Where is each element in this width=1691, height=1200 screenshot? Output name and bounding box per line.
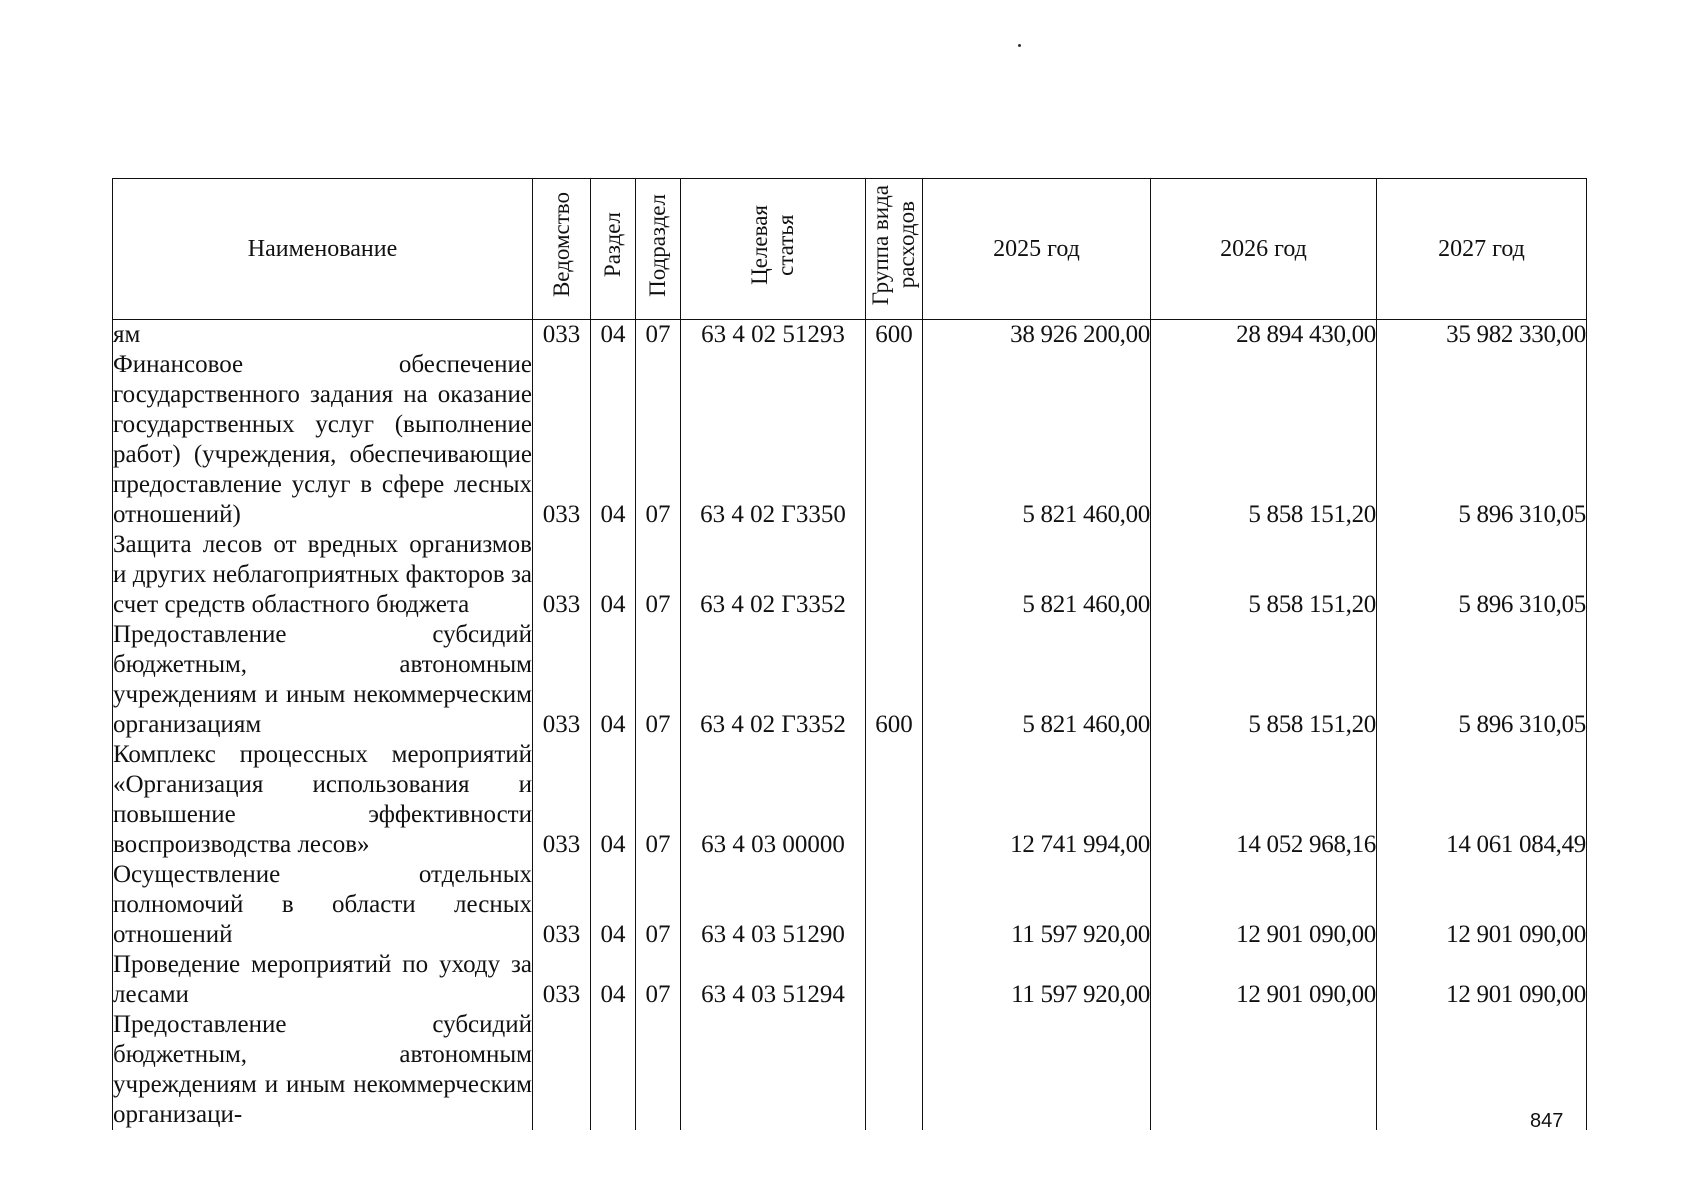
row-name: Защита лесов от вредных организмов и других неблагоприятных факторов за счет средств областного бюджета [113,531,532,618]
row-podrazdel: 07 [636,350,681,530]
row-2026: 5 858 151,20 [1151,350,1377,530]
row-razdel: 04 [591,530,636,620]
header-name: Наименование [113,179,533,320]
row-2026: 5 858 151,20 [1151,620,1377,740]
row-2027: 12 901 090,00 [1377,950,1587,1010]
table-row [113,1010,1587,1130]
row-gruppa [866,350,923,530]
scan-speck [1018,44,1021,47]
row-name: Предоставление субсидий бюджетным, автономным учреждениям и иным некоммерческим организациям [113,621,532,738]
row-vedomstvo: 033 [533,740,591,860]
table-row [113,320,1587,351]
row-celevaya-statya: 63 4 02 Г3352 [681,530,866,620]
row-2027: 5 896 310,05 [1377,350,1587,530]
row-vedomstvo: 033 [533,320,591,351]
header-razdel: Раздел [591,179,636,320]
row-2025 [923,1010,1151,1130]
row-vedomstvo: 033 [533,950,591,1010]
row-name: ям [113,320,533,351]
row-2026: 12 901 090,00 [1151,950,1377,1010]
row-name: Осуществление отдельных полномочий в области лесных отношений [113,861,532,948]
row-razdel: 04 [591,740,636,860]
row-celevaya-statya: 63 4 02 Г3350 [681,350,866,530]
header-2026: 2026 год [1151,179,1377,320]
row-celevaya-statya: 63 4 03 00000 [681,740,866,860]
header-podrazdel: Подраздел [636,179,681,320]
row-celevaya-statya: 63 4 02 Г3352 [681,620,866,740]
table-row [113,350,1587,530]
row-2026: 5 858 151,20 [1151,530,1377,620]
row-gruppa [866,860,923,950]
table-row [113,740,1587,860]
budget-table [112,178,1587,1130]
row-razdel: 04 [591,620,636,740]
row-vedomstvo: 033 [533,620,591,740]
row-vedomstvo [533,1010,591,1130]
page-number: 847 [1530,1110,1564,1132]
row-vedomstvo: 033 [533,530,591,620]
row-razdel: 04 [591,860,636,950]
table-row [113,620,1587,740]
row-2026: 14 052 968,16 [1151,740,1377,860]
row-podrazdel: 07 [636,950,681,1010]
row-2027: 5 896 310,05 [1377,620,1587,740]
row-razdel: 04 [591,950,636,1010]
row-2025: 38 926 200,00 [923,320,1151,351]
row-podrazdel: 07 [636,530,681,620]
row-2025: 5 821 460,00 [923,530,1151,620]
row-razdel: 04 [591,350,636,530]
row-2025: 11 597 920,00 [923,950,1151,1010]
row-2025: 12 741 994,00 [923,740,1151,860]
header-2027: 2027 год [1377,179,1587,320]
row-podrazdel: 07 [636,320,681,351]
row-name: Проведение мероприятий по уходу за лесами [113,951,532,1008]
row-2026: 12 901 090,00 [1151,860,1377,950]
row-2026: 28 894 430,00 [1151,320,1377,351]
table-row [113,950,1587,1010]
row-2026 [1151,1010,1377,1130]
row-podrazdel: 07 [636,740,681,860]
table-header-row [113,179,1587,320]
row-2025: 5 821 460,00 [923,620,1151,740]
row-2027: 14 061 084,49 [1377,740,1587,860]
row-gruppa [866,950,923,1010]
row-2025: 11 597 920,00 [923,860,1151,950]
header-2025: 2025 год [923,179,1151,320]
header-vedomstvo: Ведомство [533,179,591,320]
row-gruppa [866,530,923,620]
table-row [113,530,1587,620]
row-gruppa [866,1010,923,1130]
row-celevaya-statya: 63 4 03 51290 [681,860,866,950]
row-razdel [591,1010,636,1130]
row-podrazdel: 07 [636,620,681,740]
row-celevaya-statya [681,1010,866,1130]
row-celevaya-statya: 63 4 02 51293 [681,320,866,351]
row-celevaya-statya: 63 4 03 51294 [681,950,866,1010]
row-2027: 35 982 330,00 [1377,320,1587,351]
header-celevaya-statya: Целевая статья [681,179,866,320]
header-gruppa-vida-rashodov: Группа вида расходов [866,179,923,320]
row-podrazdel [636,1010,681,1130]
row-name: Комплекс процессных мероприятий «Организация использования и повышение эффективности воспроизводства лесов» [113,741,532,858]
row-podrazdel: 07 [636,860,681,950]
row-razdel: 04 [591,320,636,351]
row-2025: 5 821 460,00 [923,350,1151,530]
row-name: Предоставление субсидий бюджетным, автономным учреждениям и иным некоммерческим организаци- [113,1011,532,1128]
row-gruppa: 600 [866,320,923,351]
row-vedomstvo: 033 [533,860,591,950]
row-gruppa [866,740,923,860]
table-row [113,860,1587,950]
row-name: Финансовое обеспечение государственного задания на оказание государственных услуг (выполнение работ) (учреждения, обеспечивающие предоставление услуг в сфере лесных отношений) [113,351,532,528]
row-2027: 5 896 310,05 [1377,530,1587,620]
row-vedomstvo: 033 [533,350,591,530]
row-gruppa: 600 [866,620,923,740]
row-2027: 12 901 090,00 [1377,860,1587,950]
